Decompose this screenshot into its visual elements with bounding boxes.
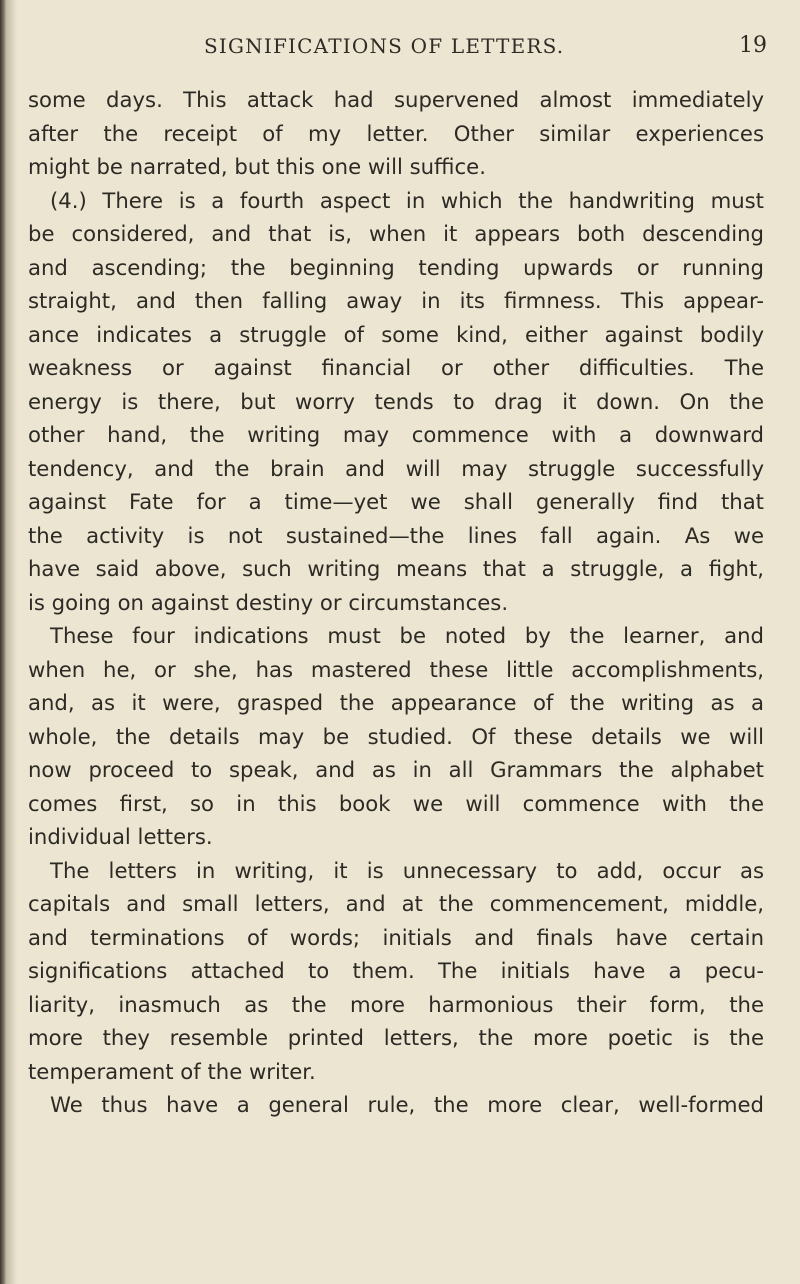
text-line: some days. This attack had supervened almost immediately bbox=[28, 87, 764, 112]
text-line: weakness or against financial or other difficulties. The bbox=[28, 355, 764, 380]
text-line: be considered, and that is, when it appears both descending bbox=[28, 221, 764, 246]
text-line: The letters in writing, it is unnecessary to add, occur as bbox=[50, 857, 764, 883]
text-line: against Fate for a time—yet we shall generally find that bbox=[28, 489, 764, 514]
text-line: after the receipt of my letter. Other similar experiences bbox=[28, 120, 764, 146]
text-line: other hand, the writing may commence with a downward bbox=[28, 422, 764, 447]
text-line: whole, the details may be studied. Of these details we will bbox=[28, 723, 764, 749]
text-line: might be narrated, but this one will suffice. bbox=[28, 154, 486, 179]
body-text bbox=[28, 83, 764, 1122]
text-line: ance indicates a struggle of some kind, either against bodily bbox=[28, 321, 764, 347]
text-line: more they resemble printed letters, the more poetic is the bbox=[28, 1025, 764, 1050]
text-line: and ascending; the beginning tending upwards or running bbox=[28, 254, 764, 280]
text-line: when he, or she, has mastered these little accomplishments, bbox=[28, 656, 764, 682]
text-line: the activity is not sustained—the lines fall again. As we bbox=[28, 522, 764, 548]
text-line: tendency, and the brain and will may struggle successfully bbox=[28, 455, 764, 481]
text-line: and terminations of words; initials and finals have certain bbox=[28, 924, 764, 950]
page-number: 19 bbox=[739, 33, 767, 58]
text-line: straight, and then falling away in its firmness. This appear- bbox=[28, 288, 764, 313]
text-line: energy is there, but worry tends to drag it down. On the bbox=[28, 388, 764, 414]
text-line: We thus have a general rule, the more clear, well-formed bbox=[50, 1092, 764, 1117]
running-head: SIGNIFICATIONS OF LETTERS. bbox=[204, 34, 565, 58]
text-line: temperament of the writer. bbox=[28, 1058, 316, 1084]
text-line: have said above, such writing means that a struggle, a fight, bbox=[28, 556, 764, 581]
text-line: individual letters. bbox=[28, 824, 213, 849]
book-page-edge bbox=[0, 0, 7, 1284]
text-line: These four indications must be noted by the learner, and bbox=[50, 623, 764, 648]
text-line: capitals and small letters, and at the commencement, middle, bbox=[28, 891, 764, 916]
gutter-shadow bbox=[7, 0, 17, 1284]
text-line: is going on against destiny or circumstances. bbox=[28, 589, 509, 615]
text-line: now proceed to speak, and as in all Grammars the alphabet bbox=[28, 757, 764, 782]
text-line: liarity, inasmuch as the more harmonious their form, the bbox=[28, 991, 764, 1017]
text-line: (4.) There is a fourth aspect in which the handwriting must bbox=[50, 187, 764, 213]
text-line: comes first, so in this book we will commence with the bbox=[28, 790, 764, 816]
text-line: significations attached to them. The initials have a pecu- bbox=[28, 958, 764, 983]
page-header bbox=[0, 34, 800, 64]
text-line: and, as it were, grasped the appearance of the writing as a bbox=[28, 690, 764, 715]
